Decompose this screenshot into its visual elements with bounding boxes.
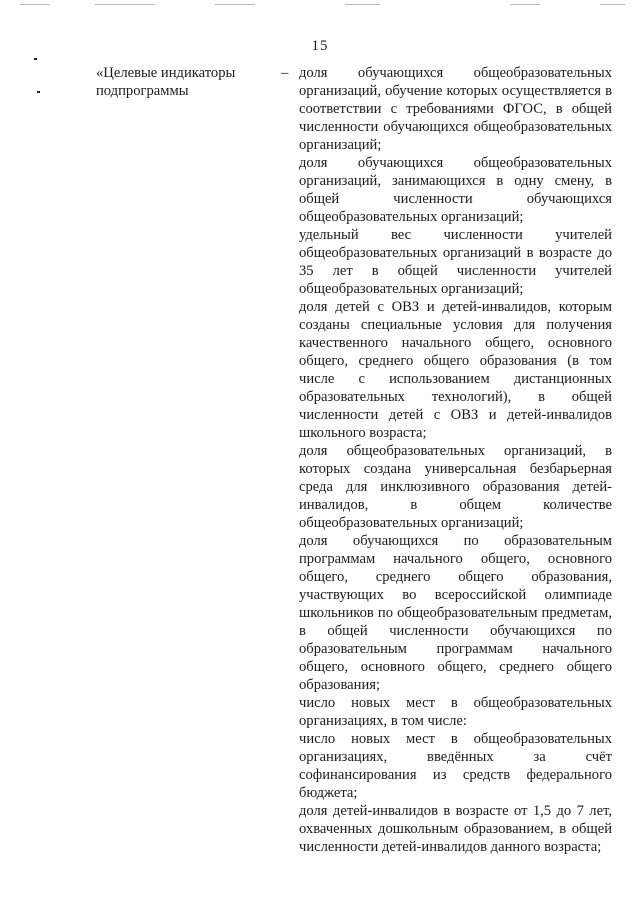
label-dash: – xyxy=(281,65,289,81)
page-number: 15 xyxy=(311,38,329,54)
indicator-item: доля общеобразовательных организаций, в которых создана универсальная безбарьерная среда для инклюзивного образования детей-инвалидов, в общем количестве общеобразовательных организаций; xyxy=(299,443,612,531)
scan-speck xyxy=(37,91,40,93)
scan-speck xyxy=(34,58,37,60)
indicator-list xyxy=(299,64,612,856)
indicator-item: доля обучающихся по образовательным программам начального общего, основного общего, среднего общего образования, участвующих во всероссийской олимпиаде школьников по общеобразовательным предметам, в общей численности обучающихся по образовательным программам начального общего, основного общего, среднего общего образования; xyxy=(299,533,612,693)
section-label: «Целевые индикаторы подпрограммы xyxy=(96,65,236,99)
indicator-item: доля детей-инвалидов в возрасте от 1,5 до 7 лет, охваченных дошкольным образованием, в общей численности детей-инвалидов данного возраста; xyxy=(299,803,612,855)
indicator-item: удельный вес численности учителей общеобразовательных организаций в возрасте до 35 лет в общей численности учителей общеобразовательных организаций; xyxy=(299,227,612,297)
indicator-item: доля обучающихся общеобразовательных организаций, занимающихся в одну смену, в общей численности обучающихся общеобразовательных организаций; xyxy=(299,155,612,225)
indicator-item: число новых мест в общеобразовательных организациях, введённых за счёт софинансирования из средств федерального бюджета; xyxy=(299,731,612,801)
indicator-item: доля обучающихся общеобразовательных организаций, обучение которых осуществляется в соответствии с требованиями ФГОС, в общей численности обучающихся общеобразовательных организаций; xyxy=(299,65,612,153)
indicator-item: доля детей с ОВЗ и детей-инвалидов, которым созданы специальные условия для получения качественного начального общего, основного общего, среднего общего образования (в том числе с использованием дистанционных образовательных технологий), в общей численности детей с ОВЗ и детей-инвалидов школьного возраста; xyxy=(299,299,612,441)
indicator-item: число новых мест в общеобразовательных организациях, в том числе: xyxy=(299,695,612,729)
scan-top-edge xyxy=(0,4,640,8)
